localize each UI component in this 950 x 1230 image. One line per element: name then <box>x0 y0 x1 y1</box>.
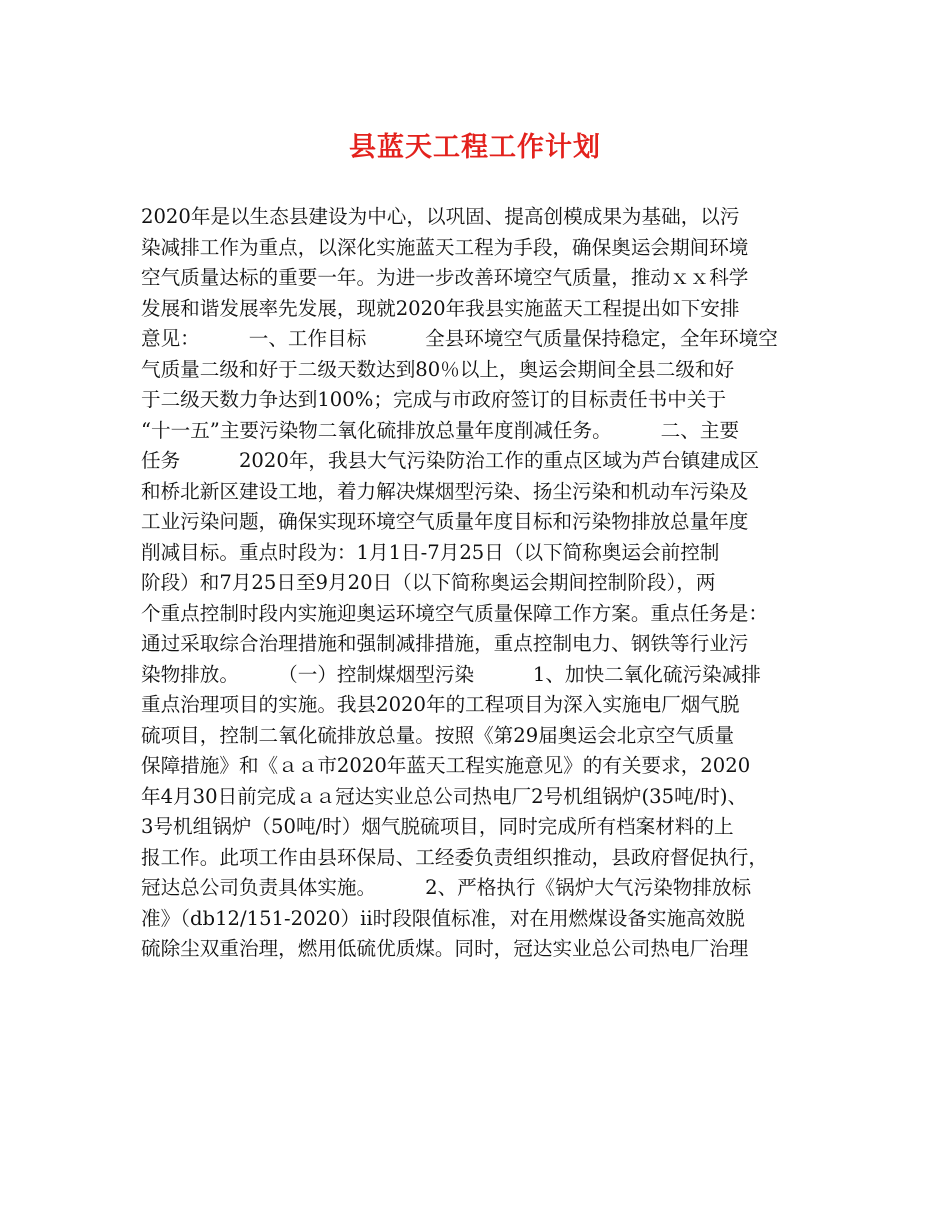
document-title: 县蓝天工程工作计划 <box>349 132 601 163</box>
body-line: 空气质量达标的重要一年。为进一步改善环境空气质量，推动ｘｘ科学 <box>141 266 749 289</box>
body-line: 染减排工作为重点，以深化实施蓝天工程为手段，确保奥运会期间环境 <box>141 235 749 259</box>
body-line: 冠达总公司负责具体实施。 2、严格执行《锅炉大气污染物排放标 <box>141 876 752 899</box>
body-line: 和桥北新区建设工地，着力解决煤烟型污染、扬尘污染和机动车污染及 <box>141 479 749 503</box>
body-line: 工业污染问题，确保实现环境空气质量年度目标和污染物排放总量年度 <box>141 510 749 533</box>
body-line: 2020年是以生态县建设为中心，以巩固、提高创模成果为基础，以污 <box>141 205 740 228</box>
body-line: 意见： 一、工作目标 全县环境空气质量保持稳定，全年环境空 <box>141 327 778 350</box>
body-line: 于二级天数力争达到100%；完成与市政府签订的目标责任书中关于 <box>141 388 727 411</box>
body-line: 年4月30日前完成ａａ冠达实业总公司热电厂2号机组锅炉(35吨/时)、 <box>141 784 748 808</box>
body-line: 硫除尘双重治理，燃用低硫优质煤。同时，冠达实业总公司热电厂治理 <box>141 937 749 960</box>
body-line: “十一五”主要污染物二氧化硫排放总量年度削减任务。 二、主要 <box>141 418 740 442</box>
body-line: 阶段）和7月25日至9月20日（以下简称奥运会期间控制阶段），两 <box>141 571 716 594</box>
body-line: 气质量二级和好于二级天数达到80％以上，奥运会期间全县二级和好 <box>141 357 735 381</box>
body-line: 通过采取综合治理措施和强制减排措施，重点控制电力、钢铁等行业污 <box>141 632 749 655</box>
body-line: 准》（db12/151-2020）ⅱ时段限值标准，对在用燃煤设备实施高效脱 <box>141 906 745 930</box>
body-line: 硫项目，控制二氧化硫排放总量。按照《第29届奥运会北京空气质量 <box>141 723 735 747</box>
body-line: 发展和谐发展率先发展，现就2020年我县实施蓝天工程提出如下安排 <box>141 296 740 320</box>
body-line: 保障措施》和《ａａ市2020年蓝天工程实施意见》的有关要求，2020 <box>141 754 751 777</box>
body-line: 任务 2020年，我县大气污染防治工作的重点区域为芦台镇建成区 <box>141 449 760 472</box>
body-line: 报工作。此项工作由县环保局、工经委负责组织推动，县政府督促执行， <box>141 845 768 869</box>
document-body <box>141 202 815 965</box>
body-line: 染物排放。 （一）控制煤烟型污染 1、加快二氧化硫污染减排 <box>141 662 761 686</box>
body-line: 削减目标。重点时段为：1月1日-7月25日（以下简称奥运会前控制 <box>141 540 720 564</box>
body-line: 重点治理项目的实施。我县2020年的工程项目为深入实施电厂烟气脱 <box>141 693 740 716</box>
body-line: 个重点控制时段内实施迎奥运环境空气质量保障工作方案。重点任务是： <box>141 601 768 625</box>
body-line: 3号机组锅炉（50吨/时）烟气脱硫项目，同时完成所有档案材料的上 <box>141 815 734 838</box>
